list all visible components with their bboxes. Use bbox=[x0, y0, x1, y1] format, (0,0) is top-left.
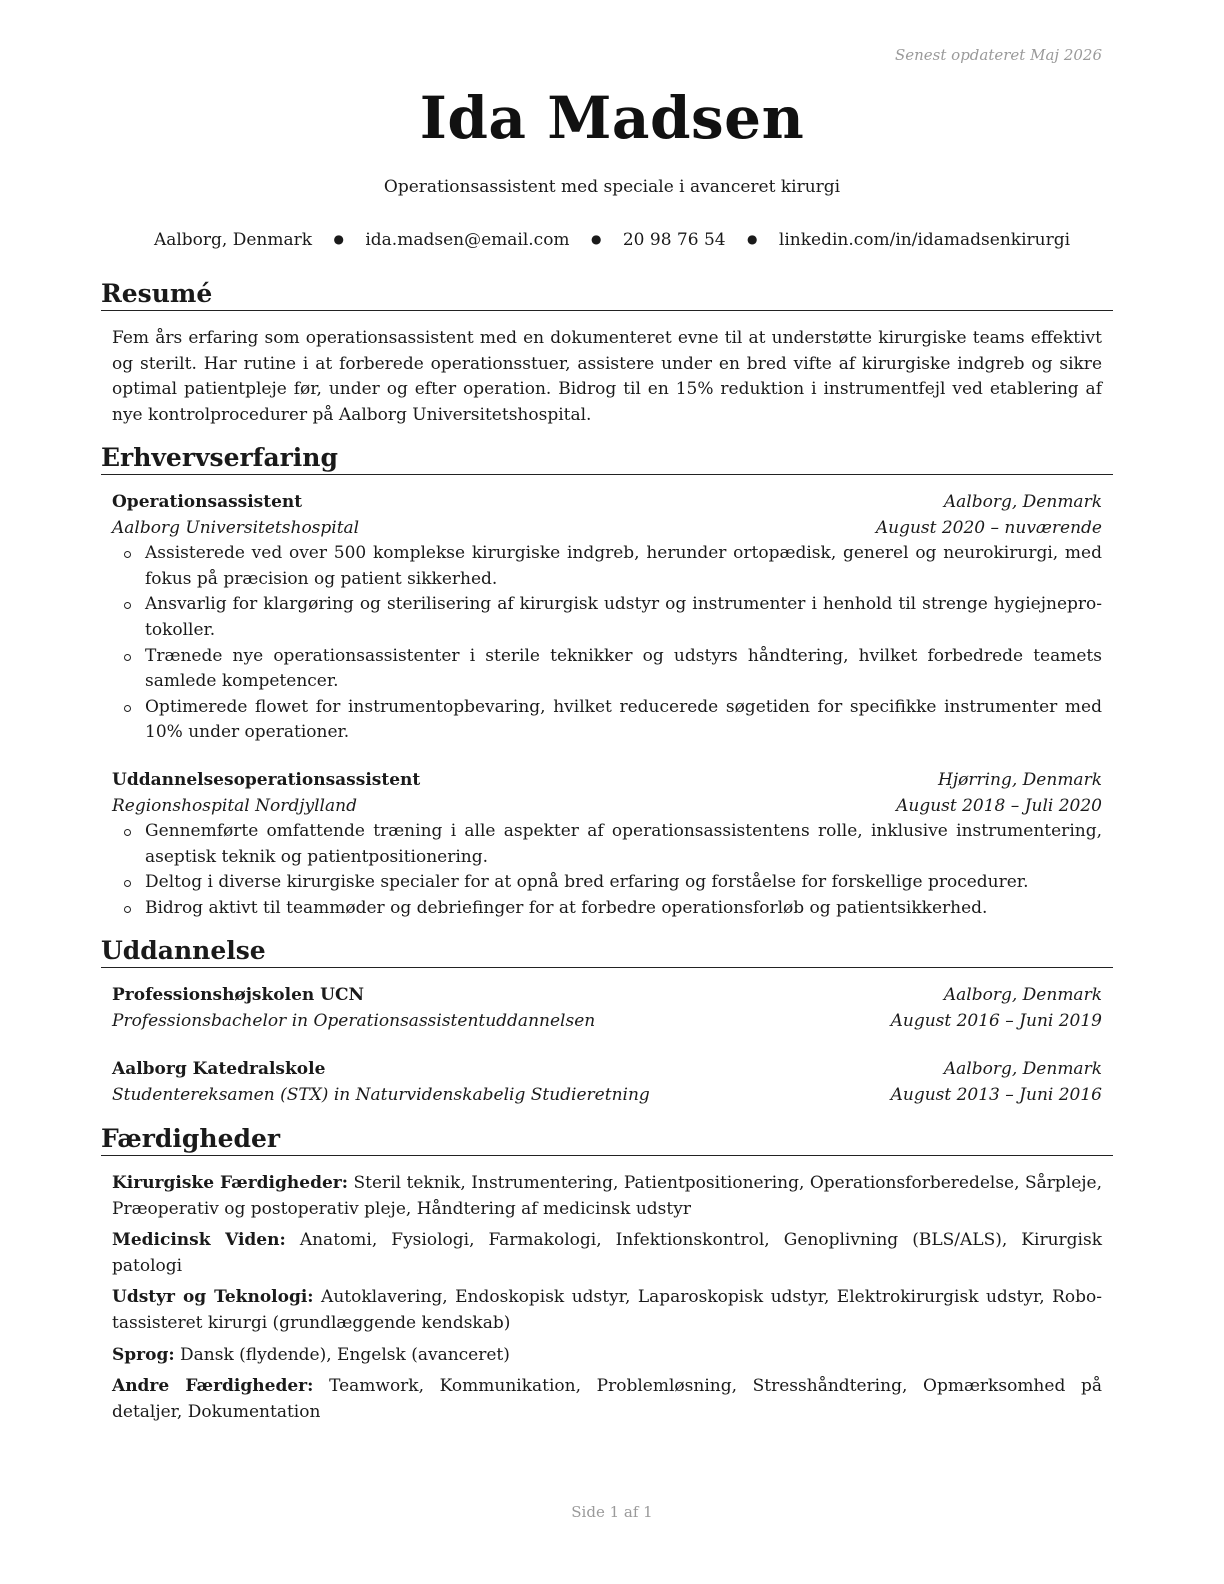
list-item: Optimerede flowet for instrumentopbevaring, hvilket reducerede søgetiden for specifikke instrumenter med 10% under operationer. bbox=[112, 695, 1102, 746]
section-heading-summary: Resumé bbox=[101, 279, 1113, 311]
skill-label: Sprog: bbox=[112, 1344, 175, 1365]
list-item: Trænede nye operationsassistenter i sterile teknikker og udstyrs håndtering, hvilket forbedrede teamets samlede kompetencer. bbox=[112, 644, 1102, 695]
skills-list bbox=[112, 1171, 1102, 1431]
skill-value: Dansk (flydende), Engelsk (avanceret) bbox=[180, 1344, 510, 1365]
education-dates: August 2013 – Juni 2016 bbox=[890, 1084, 1102, 1105]
contact-phone: 20 98 76 54 bbox=[622, 230, 726, 250]
skill-value: Anatomi, Fysiologi, Farmakologi, Infektionskontrol, Genoplivning (BLS/ALS), Kirurgisk patologi bbox=[112, 1230, 1102, 1276]
section-heading-skills: Færdigheder bbox=[101, 1124, 1113, 1156]
job-dates: August 2020 – nuværende bbox=[875, 517, 1102, 538]
list-item: Bidrog aktivt til teammøder og debriefinger for at forbedre operationsforløb og patientsikkerhed. bbox=[112, 896, 1102, 922]
education-dates: August 2016 – Juni 2019 bbox=[890, 1010, 1102, 1031]
section-heading-experience: Erhvervserfaring bbox=[101, 443, 1113, 475]
skill-value: Teamwork, Kommunikation, Problemløsning, Stresshåndtering, Opmærksomhed på detaljer, Dokumentation bbox=[112, 1376, 1102, 1422]
skill-group bbox=[112, 1374, 1102, 1425]
skill-value: Steril teknik, Instrumentering, Patientpositionering, Operationsforberedelse, Sårpleje, Præoperativ og postoperativ pleje, Håndtering af medicinsk udstyr bbox=[112, 1173, 1103, 1219]
school-name: Aalborg Katedralskole bbox=[112, 1059, 326, 1079]
skill-group bbox=[112, 1343, 1102, 1369]
section-heading-education: Uddannelse bbox=[101, 936, 1113, 968]
bullet-separator-icon: ● bbox=[747, 232, 758, 246]
bullet-separator-icon: ● bbox=[333, 232, 344, 246]
education-entry bbox=[112, 983, 1102, 1034]
job-organization: Regionshospital Nordjylland bbox=[112, 795, 357, 816]
job-entry bbox=[112, 768, 1102, 922]
job-title: Operationsassistent bbox=[112, 492, 303, 512]
contact-location: Aalborg, Denmark bbox=[153, 230, 313, 250]
contact-line bbox=[0, 230, 1224, 250]
list-item: Gennemførte omfattende træning i alle aspekter af operationsassistentens rolle, inklusive instrumentering, aseptisk teknik og patientpositionering. bbox=[112, 819, 1102, 870]
skill-group bbox=[112, 1228, 1102, 1279]
skill-label: Kirurgiske Færdigheder: bbox=[112, 1173, 349, 1193]
skill-group bbox=[112, 1285, 1102, 1336]
page-number: Side 1 af 1 bbox=[571, 1503, 653, 1521]
school-name: Professionshøjskolen UCN bbox=[112, 985, 365, 1005]
last-updated: Senest opdateret Maj 2026 bbox=[894, 46, 1102, 64]
bullet-separator-icon: ● bbox=[590, 232, 602, 246]
contact-email[interactable]: ida.madsen@email.com bbox=[365, 230, 570, 250]
candidate-name: Ida Madsen bbox=[419, 84, 805, 152]
tagline: Operationsassistent med speciale i avanceret kirurgi bbox=[383, 177, 841, 197]
education-entry bbox=[112, 1057, 1102, 1108]
skill-label: Andre Færdigheder: bbox=[112, 1376, 314, 1397]
skill-label: Udstyr og Teknologi: bbox=[112, 1287, 314, 1308]
job-dates: August 2018 – Juli 2020 bbox=[896, 795, 1102, 816]
list-item: Assisterede ved over 500 komplekse kirurgiske indgreb, herunder ortopædisk, generel og neurokirurgi, med fokus på præcision og patient sikkerhed. bbox=[112, 541, 1102, 592]
job-location: Hjørring, Denmark bbox=[938, 770, 1102, 790]
job-organization: Aalborg Universitetshospital bbox=[112, 517, 360, 538]
school-location: Aalborg, Denmark bbox=[943, 1059, 1102, 1079]
skill-label: Medicinsk Viden: bbox=[112, 1230, 286, 1251]
degree: Professionsbachelor in Operationsassistentuddannelsen bbox=[112, 1010, 596, 1031]
summary-text: Fem års erfaring som operationsassistent med en dokumenteret evne til at understøtte kirurgiske teams effektivt og sterilt. Har rutine i at forberede operationsstuer, assistere under en bred vifte af kirurgiske indgreb og sikre optimal patientpleje før, under og efter operation. Bidrog til en 15% reduktion i instrumentfejl ved etablering af nye kontrolprocedurer på Aalborg Universitetshospital. bbox=[112, 328, 1102, 425]
list-item: Ansvarlig for klargøring og sterilisering af kirurgisk udstyr og instrumenter i henhold til strenge hygiejneprotokoller. bbox=[112, 592, 1102, 643]
degree: Studentereksamen (STX) in Naturvidenskabelig Studieretning bbox=[112, 1084, 650, 1105]
job-entry bbox=[112, 490, 1102, 746]
school-location: Aalborg, Denmark bbox=[943, 985, 1102, 1005]
skill-group bbox=[112, 1171, 1102, 1222]
skill-value: Autoklavering, Endoskopisk udstyr, Laparoskopisk udstyr, Elektrokirurgisk udstyr, Robotassisteret kirurgi (grundlæggende kendskab) bbox=[112, 1287, 1102, 1333]
job-location: Aalborg, Denmark bbox=[943, 492, 1102, 512]
job-title: Uddannelsesoperationsassistent bbox=[112, 770, 421, 790]
list-item: Deltog i diverse kirurgiske specialer for at opnå bred erfaring og forståelse for forskellige procedurer. bbox=[112, 870, 1102, 896]
contact-linkedin[interactable]: linkedin.com/in/idamadsenkirurgi bbox=[778, 230, 1071, 250]
